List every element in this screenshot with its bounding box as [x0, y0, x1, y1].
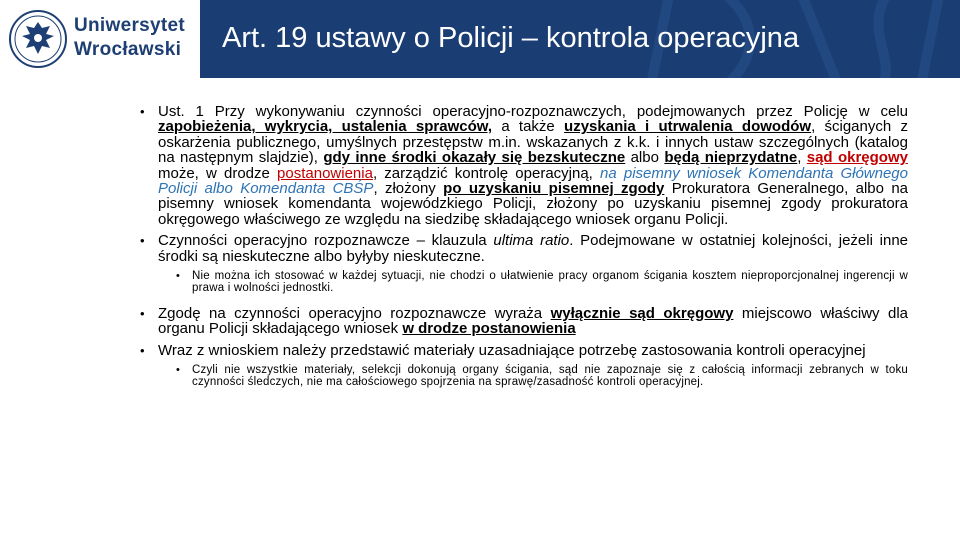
slide-body: [140, 104, 908, 400]
text-run: miejscowo właściwy dla organu Policji składającego wniosek: [158, 305, 908, 338]
slide-title: Art. 19 ustawy o Policji – kontrola operacyjna: [222, 22, 800, 54]
text-run-emphasis: w drodze postanowienia: [402, 320, 576, 338]
text-run: , ściganych z oskarżenia publicznego, umyślnych przestępstw m.in. wskazanych z k.k. i innych ustaw szczególnych (katalog na następnym slajdzie),: [158, 118, 908, 167]
text-run: . Podejmowane w ostatniej kolejności, jeżeli inne środki są nieskuteczne albo byłyby nieskuteczne.: [158, 232, 909, 265]
text-run: , złożony: [373, 180, 444, 198]
university-logo: [8, 8, 208, 68]
bullet-paragraph-4: • Wraz z wnioskiem należy przedstawić materiały uzasadniające potrzebę zastosowania kontroli operacyjnej: [140, 343, 908, 358]
text-run: Zgodę na czynności operacyjno rozpoznawcze wyraża: [158, 305, 551, 323]
text-run-emphasis: wyłącznie sąd okręgowy: [550, 305, 734, 323]
sub-bullet-2: • Nie można ich stosować w każdej sytuacji, nie chodzi o ułatwienie pracy organom ścigania kosztem nieproporcjonalnej ingerencji w prawa i wolności jednostki.: [176, 270, 908, 294]
text-run: albo: [625, 149, 665, 167]
slide-header: [0, 0, 960, 78]
bullet-paragraph-2: [140, 233, 908, 264]
text-run-emphasis: uzyskania i utrwalenia dowodów: [564, 118, 812, 136]
text-run-emphasis: gdy inne środki okazały się bezskuteczne: [323, 149, 626, 167]
text-run: Prokuratora Generalnego, albo na pisemny wniosek komendanta wojewódzkiego Policji, złożony po uzyskaniu pisemnej zgody prokuratora okręgowego właściwego ze względu na siedzibę składającego wniosek organu Policji.: [158, 180, 908, 228]
sub-bullet-4: • Czyli nie wszystkie materiały, selekcji dokonują organy ścigania, sąd nie zapoznaje się z całością informacji zebranych w toku czynności śledczych, nie ma całościowego spojrzenia na sprawę/zasadność kontroli operacyjnej.: [176, 364, 908, 388]
text-run: Ust. 1 Przy wykonywaniu czynności operacyjno-rozpoznawczych, podejmowanych przez Policję w celu: [158, 103, 908, 120]
text-run-emphasis: po uzyskaniu pisemnej zgody: [443, 180, 665, 198]
text-run-red: sąd okręgowy: [806, 149, 908, 167]
text-run-blue: na pisemny wniosek Komendanta Głównego Policji albo Komendanta CBŚP: [158, 164, 908, 198]
bullet-paragraph-3: [140, 306, 908, 337]
text-run: a także: [492, 118, 565, 136]
eagle-emblem-icon: [8, 8, 68, 70]
text-run-emphasis: zapobieżenia, wykrycia, ustalenia sprawców,: [158, 118, 493, 136]
text-run: , zarządzić kontrolę operacyjną,: [372, 164, 601, 182]
logo-line-2: Wrocławski: [74, 39, 182, 60]
logo-line-1: Uniwersytet: [74, 15, 186, 36]
text-run: może, w drodze: [158, 164, 278, 182]
text-run: Czynności operacyjno rozpoznawcze – klauzula: [158, 232, 494, 250]
text-run-red: postanowienia: [277, 164, 373, 182]
bullet-paragraph-1: [140, 104, 908, 227]
logo-wordmark: [74, 14, 185, 62]
text-run-italic: ultima ratio: [493, 232, 570, 250]
title-bar: [200, 0, 960, 78]
text-run-emphasis: będą nieprzydatne: [664, 149, 798, 167]
text-run: ,: [797, 149, 807, 167]
